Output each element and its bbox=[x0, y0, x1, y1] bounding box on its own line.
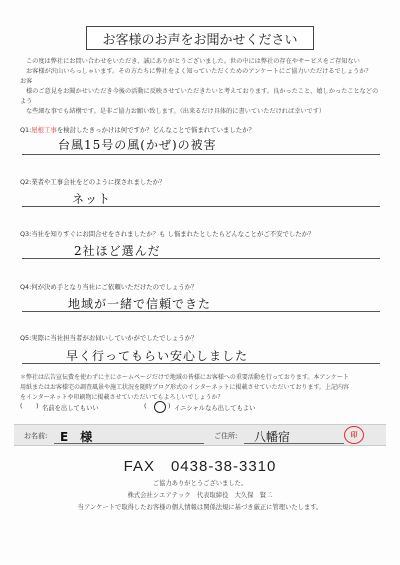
customer-info-band bbox=[14, 424, 386, 446]
answer-2: ネット bbox=[72, 192, 112, 206]
choice-option-initial[interactable]: イニシャルなら出してもよい bbox=[174, 405, 256, 412]
fax-number: FAX 0438-38-3310 bbox=[123, 458, 277, 475]
question-text: 何が決め手となり当社にご依頼いただけたのでしょうか？ bbox=[31, 283, 198, 291]
answer-line bbox=[22, 311, 380, 312]
intro-line: な些細な事でも結構です。是非ご協力お願い致します。（出来るだけ具体的に書いていただければ幸いです） bbox=[26, 108, 326, 115]
answer-4: 地域が一緒で信頼できた bbox=[68, 297, 212, 311]
name-underline bbox=[54, 443, 204, 444]
question-1 bbox=[20, 126, 382, 135]
question-text: 実際に当社担当者がお伺いしていかがでしたでしょうか？ bbox=[31, 334, 198, 342]
answer-1: 台風15号の風(かぜ)の被害 bbox=[58, 138, 217, 152]
intro-line: お客様が沢山いらっしゃいます。その方たちに弊社をよく知っていただくためのアンケートにご協力いただけるでしょうか？ お客 bbox=[20, 68, 378, 85]
publication-note bbox=[20, 373, 382, 403]
note-line: をインターネットや印刷物に掲載させていただいてもよろしいでしょうか？ bbox=[20, 394, 224, 401]
answer-line bbox=[22, 363, 380, 364]
question-prefix: Q2: bbox=[20, 178, 32, 186]
answer-line bbox=[22, 154, 380, 155]
note-line: ＊弊社は広告宣伝費を使わずに主にホームページだけで地域の皆様にお客様への重要活動を行っております。本アンケート bbox=[20, 374, 350, 381]
name-value: E 様 bbox=[60, 430, 93, 444]
intro-line: この度は弊社にお問い合わせをいただき、誠にありがとうございました。世の中には弊社の存在やサービスをご存知ない bbox=[26, 58, 360, 65]
publication-choices bbox=[20, 403, 382, 415]
question-3 bbox=[20, 230, 382, 239]
footer-company: 株式会社シエアテック 代表取締役 大久保 賢二 bbox=[127, 492, 273, 499]
choice-paren: ( bbox=[144, 403, 147, 410]
note-line: 用紙またはお客様宅の調査風景や施工状況を随時ブログ形式のインターネットに掲載させていただいております。上記内容 bbox=[20, 384, 349, 391]
question-prefix: Q4: bbox=[20, 283, 32, 291]
choice-paren: ( bbox=[20, 403, 23, 410]
name-label: お名前: bbox=[24, 432, 48, 440]
question-5 bbox=[20, 334, 382, 343]
address-underline bbox=[244, 443, 344, 444]
footer-thanks: ご協力ありがとうございました。 bbox=[152, 480, 248, 487]
seal-stamp: 印 bbox=[344, 426, 364, 444]
question-prefix: Q1: bbox=[20, 126, 32, 134]
question-prefix: Q3: bbox=[20, 230, 32, 238]
answer-line bbox=[22, 258, 380, 259]
answer-line bbox=[22, 206, 380, 207]
question-4 bbox=[20, 283, 382, 292]
answer-3: 2社ほど選んだ bbox=[74, 244, 161, 258]
question-2 bbox=[20, 178, 382, 187]
address-value: 八幡宿 bbox=[254, 430, 291, 444]
selected-circle-mark bbox=[154, 401, 166, 413]
address-label: ご住所: bbox=[214, 432, 238, 440]
intro-paragraph bbox=[20, 57, 382, 117]
footer-privacy: 当アンケートで取得したお客様の個人情報は関係法規に基づき厳正に管理いたします。 bbox=[77, 504, 323, 511]
choice-option-name[interactable]: 名前を出してもいい bbox=[42, 405, 99, 412]
intro-line: 様のご意見をお聞かせいただき今後の活動に反映させていただきたいと考えております。良かったこと、嬉しかったことなどのよう bbox=[20, 88, 379, 105]
page-title: お客様のお声をお聞かせください bbox=[86, 26, 314, 50]
question-highlight: 屋根工事 bbox=[31, 126, 57, 134]
choice-paren: ) bbox=[168, 403, 171, 410]
choice-paren: ) bbox=[36, 403, 39, 410]
question-text: 当社を知りすぐにお問合せをされましたか？も し悩まれたとしたらどんなことがご不安でしたか？ bbox=[31, 230, 315, 238]
question-text: を検討したきっかけは何ですか？どんなことで悩まれていましたか？ bbox=[56, 126, 255, 134]
question-text: 業者や工事会社をどのように探されましたか？ bbox=[31, 178, 166, 186]
question-prefix: Q5: bbox=[20, 334, 32, 342]
answer-5: 早く行ってもらい安心しました bbox=[66, 349, 249, 363]
